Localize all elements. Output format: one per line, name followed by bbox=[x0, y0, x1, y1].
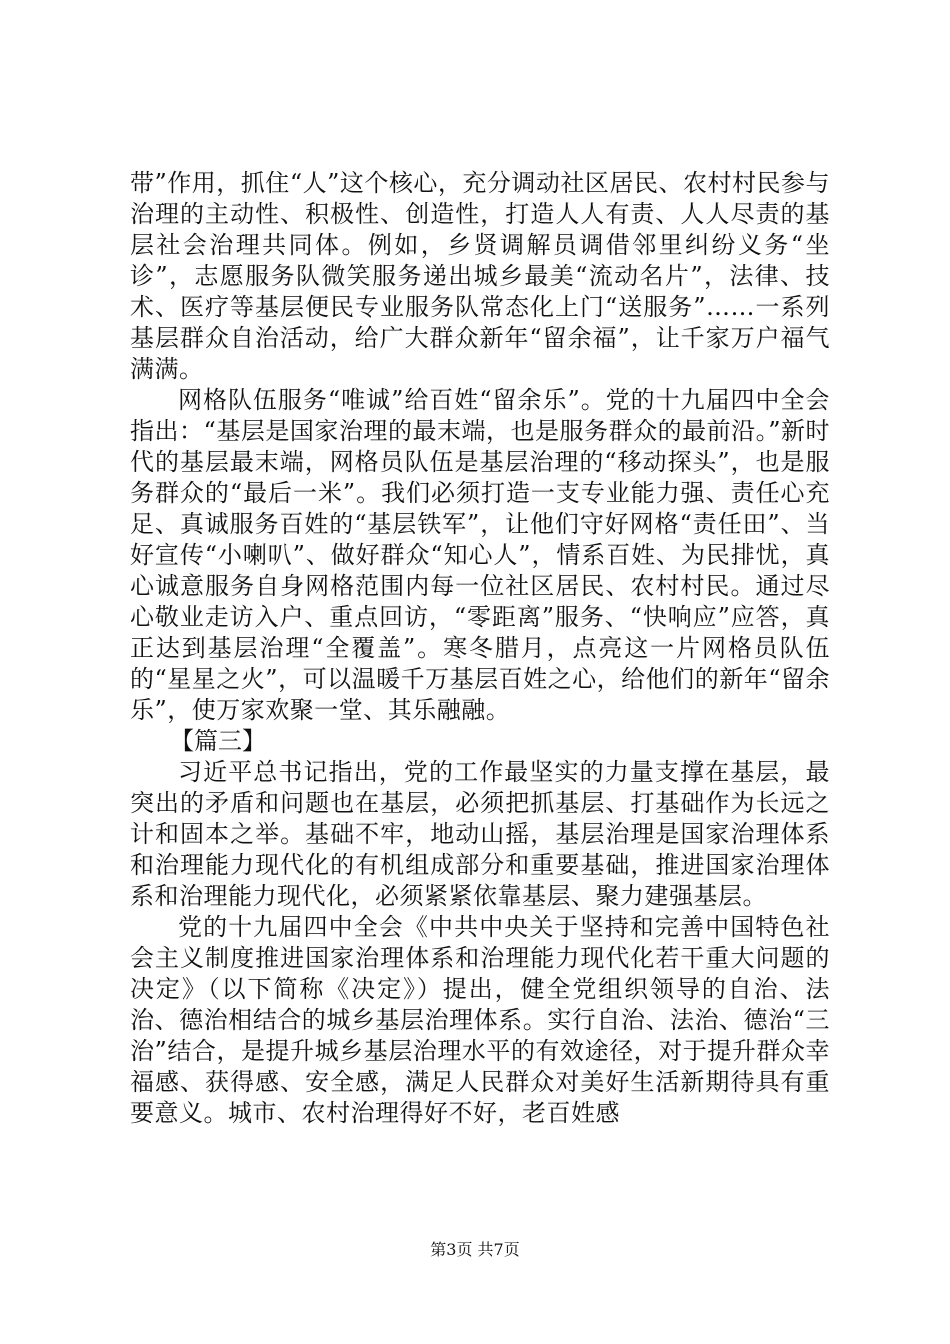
body-paragraph-3: 习近平总书记指出，党的工作最坚实的力量支撑在基层，最突出的矛盾和问题也在基层，必须把抓基层、打基础作为长远之计和固本之举。基础不牢，地动山摇，基层治理是国家治理体系和治理能力现代化的有机组成部分和重要基础，推进国家治理体系和治理能力现代化，必须紧紧依靠基层、聚力建强基层。 bbox=[130, 758, 830, 910]
document-body bbox=[130, 168, 830, 1129]
page-footer bbox=[0, 1240, 950, 1260]
body-paragraph-1: 带”作用，抓住“人”这个核心，充分调动社区居民、农村村民参与治理的主动性、积极性、创造性，打造人人有责、人人尽责的基层社会治理共同体。例如，乡贤调解员调借邻里纠纷义务“坐诊”，志愿服务队微笑服务递出城乡最美“流动名片”，法律、技术、医疗等基层便民专业服务队常态化上门“送服务”……一系列基层群众自治活动，给广大群众新年“留余福”，让千家万户福气满满。 bbox=[130, 169, 830, 383]
section-heading: 【篇三】 bbox=[170, 727, 266, 755]
page-number: 第3页 共7页 bbox=[430, 1240, 520, 1259]
body-paragraph-2: 网格队伍服务“唯诚”给百姓“留余乐”。党的十九届四中全会指出：“基层是国家治理的最末端，也是服务群众的最前沿。”新时代的基层最末端，网格员队伍是基层治理的“移动探头”，也是服务群众的“最后一米”。我们必须打造一支专业能力强、责任心充足、真诚服务百姓的“基层铁军”，让他们守好网格“责任田”、当好宣传“小喇叭”、做好群众“知心人”，情系百姓、为民排忧，真心诚意服务自身网格范围内每一位社区居民、农村村民。通过尽心敬业走访入户、重点回访，“零距离”服务、“快响应”应答，真正达到基层治理“全覆盖”。寒冬腊月，点亮这一片网格员队伍的“星星之火”，可以温暖千万基层百姓之心，给他们的新年“留余乐”，使万家欢聚一堂、其乐融融。 bbox=[130, 386, 830, 724]
body-paragraph-4: 党的十九届四中全会《中共中央关于坚持和完善中国特色社会主义制度推进国家治理体系和治理能力现代化若干重大问题的决定》（以下简称《决定》）提出，健全党组织领导的自治、法治、德治相结合的城乡基层治理体系。实行自治、法治、德治“三治”结合，是提升城乡基层治理水平的有效途径，对于提升群众幸福感、获得感、安全感，满足人民群众对美好生活新期待具有重要意义。城市、农村治理得好不好，老百姓感 bbox=[130, 913, 830, 1127]
